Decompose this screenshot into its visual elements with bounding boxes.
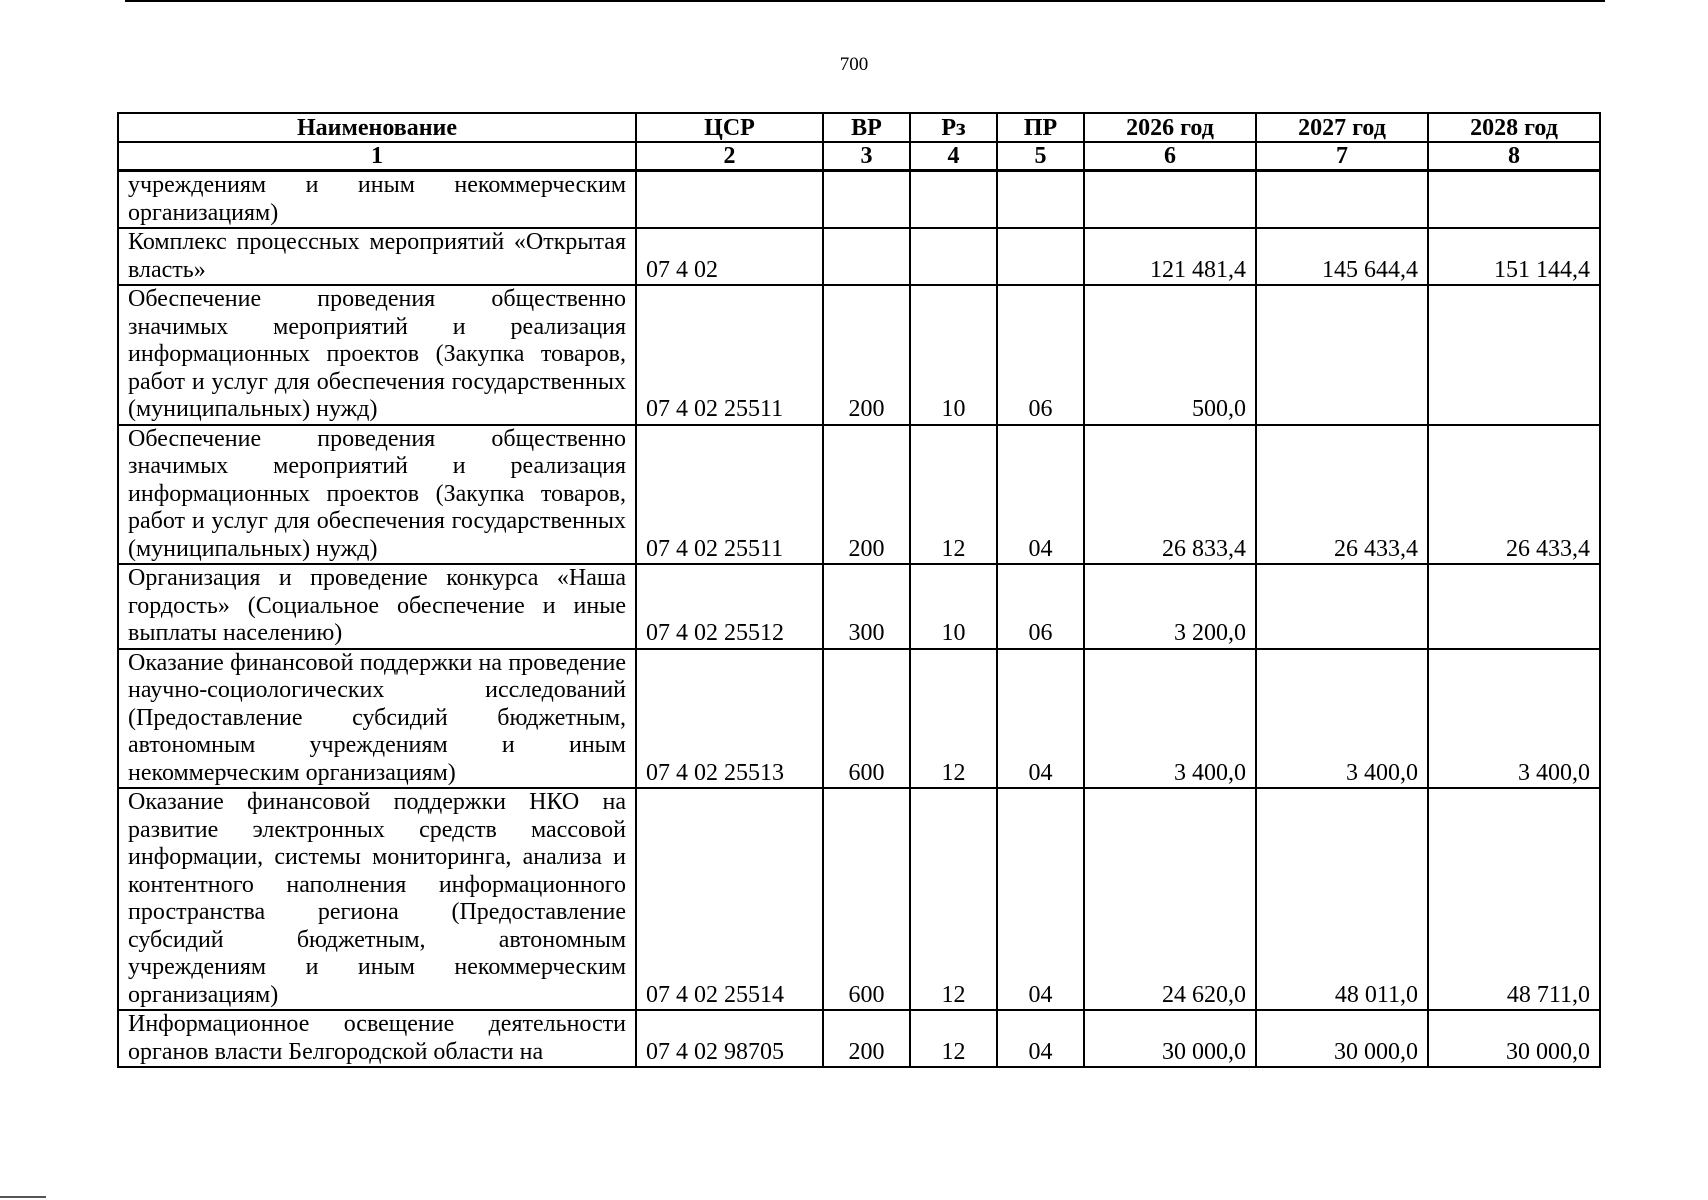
row-name: Обеспечение проведения общественно значимых мероприятий и реализация информационных проектов (Закупка товаров, работ и услуг для обеспечения государственных (муниципальных) нужд)	[118, 425, 636, 565]
row-csr: 07 4 02 98705	[636, 1010, 823, 1067]
row-rz: 12	[910, 1010, 997, 1067]
table-row	[118, 285, 1600, 425]
column-number-row	[118, 142, 1600, 171]
row-2027: 3 400,0	[1256, 649, 1428, 789]
row-2026: 3 400,0	[1084, 649, 1256, 789]
row-vr: 200	[823, 1010, 910, 1067]
row-pr: 04	[997, 788, 1084, 1010]
row-pr: 04	[997, 425, 1084, 565]
row-rz: 10	[910, 564, 997, 649]
table-row	[118, 788, 1600, 1010]
row-rz: 12	[910, 788, 997, 1010]
row-vr	[823, 228, 910, 285]
header-pr: ПР	[997, 113, 1084, 142]
table-row	[118, 171, 1600, 229]
column-number: 8	[1428, 142, 1600, 171]
row-pr: 06	[997, 564, 1084, 649]
row-csr: 07 4 02 25514	[636, 788, 823, 1010]
header-rz: Рз	[910, 113, 997, 142]
row-vr: 600	[823, 788, 910, 1010]
row-csr: 07 4 02 25513	[636, 649, 823, 789]
row-pr: 04	[997, 1010, 1084, 1067]
row-2027: 48 011,0	[1256, 788, 1428, 1010]
table-row	[118, 1010, 1600, 1067]
row-name: Оказание финансовой поддержки НКО на развитие электронных средств массовой информации, системы мониторинга, анализа и контентного наполнения информационного пространства региона (Предоставление субсидий бюджетным, автономным учреждениям и иным некоммерческим организациям)	[118, 788, 636, 1010]
row-csr: 07 4 02	[636, 228, 823, 285]
row-pr: 04	[997, 649, 1084, 789]
column-number: 6	[1084, 142, 1256, 171]
row-vr: 600	[823, 649, 910, 789]
row-vr: 200	[823, 425, 910, 565]
row-name: Обеспечение проведения общественно значимых мероприятий и реализация информационных проектов (Закупка товаров, работ и услуг для обеспечения государственных (муниципальных) нужд)	[118, 285, 636, 425]
header-vr: ВР	[823, 113, 910, 142]
row-2026: 500,0	[1084, 285, 1256, 425]
page-number: 700	[839, 54, 869, 75]
row-2027: 26 433,4	[1256, 425, 1428, 565]
table-row	[118, 228, 1600, 285]
row-vr: 300	[823, 564, 910, 649]
row-rz	[910, 171, 997, 229]
header-2027: 2027 год	[1256, 113, 1428, 142]
column-number: 7	[1256, 142, 1428, 171]
row-name: Организация и проведение конкурса «Наша гордость» (Социальное обеспечение и иные выплаты населению)	[118, 564, 636, 649]
row-pr: 06	[997, 285, 1084, 425]
row-rz: 12	[910, 649, 997, 789]
row-2027	[1256, 564, 1428, 649]
column-number: 5	[997, 142, 1084, 171]
header-2028: 2028 год	[1428, 113, 1600, 142]
row-2026: 24 620,0	[1084, 788, 1256, 1010]
row-pr	[997, 171, 1084, 229]
row-2028: 26 433,4	[1428, 425, 1600, 565]
row-csr	[636, 171, 823, 229]
column-number: 4	[910, 142, 997, 171]
row-2026: 3 200,0	[1084, 564, 1256, 649]
column-number: 1	[118, 142, 636, 171]
row-vr: 200	[823, 285, 910, 425]
table-row	[118, 425, 1600, 565]
row-2026: 30 000,0	[1084, 1010, 1256, 1067]
row-2028	[1428, 564, 1600, 649]
row-2028	[1428, 285, 1600, 425]
row-csr: 07 4 02 25512	[636, 564, 823, 649]
row-name: Информационное освещение деятельности органов власти Белгородской области на	[118, 1010, 636, 1067]
row-2028: 3 400,0	[1428, 649, 1600, 789]
row-2027: 145 644,4	[1256, 228, 1428, 285]
row-name: Комплекс процессных мероприятий «Открытая власть»	[118, 228, 636, 285]
row-2026: 26 833,4	[1084, 425, 1256, 565]
row-2026: 121 481,4	[1084, 228, 1256, 285]
row-rz: 12	[910, 425, 997, 565]
row-2028: 30 000,0	[1428, 1010, 1600, 1067]
budget-table	[117, 112, 1601, 1068]
row-2026	[1084, 171, 1256, 229]
row-2027	[1256, 285, 1428, 425]
row-2028: 151 144,4	[1428, 228, 1600, 285]
row-name: учреждениям и иным некоммерческим организациям)	[118, 171, 636, 229]
row-2028: 48 711,0	[1428, 788, 1600, 1010]
row-2028	[1428, 171, 1600, 229]
header-name: Наименование	[118, 113, 636, 142]
header-row	[118, 113, 1600, 142]
table-row	[118, 649, 1600, 789]
row-csr: 07 4 02 25511	[636, 285, 823, 425]
column-number: 3	[823, 142, 910, 171]
scan-bottom-mark	[0, 1196, 46, 1198]
row-rz	[910, 228, 997, 285]
row-rz: 10	[910, 285, 997, 425]
row-csr: 07 4 02 25511	[636, 425, 823, 565]
row-2027	[1256, 171, 1428, 229]
row-vr	[823, 171, 910, 229]
row-pr	[997, 228, 1084, 285]
row-2027: 30 000,0	[1256, 1010, 1428, 1067]
row-name: Оказание финансовой поддержки на проведение научно-социологических исследований (Предоставление субсидий бюджетным, автономным учреждениям и иным некоммерческим организациям)	[118, 649, 636, 789]
table-row	[118, 564, 1600, 649]
column-number: 2	[636, 142, 823, 171]
scan-top-line	[125, 0, 1605, 2]
header-csr: ЦСР	[636, 113, 823, 142]
header-2026: 2026 год	[1084, 113, 1256, 142]
